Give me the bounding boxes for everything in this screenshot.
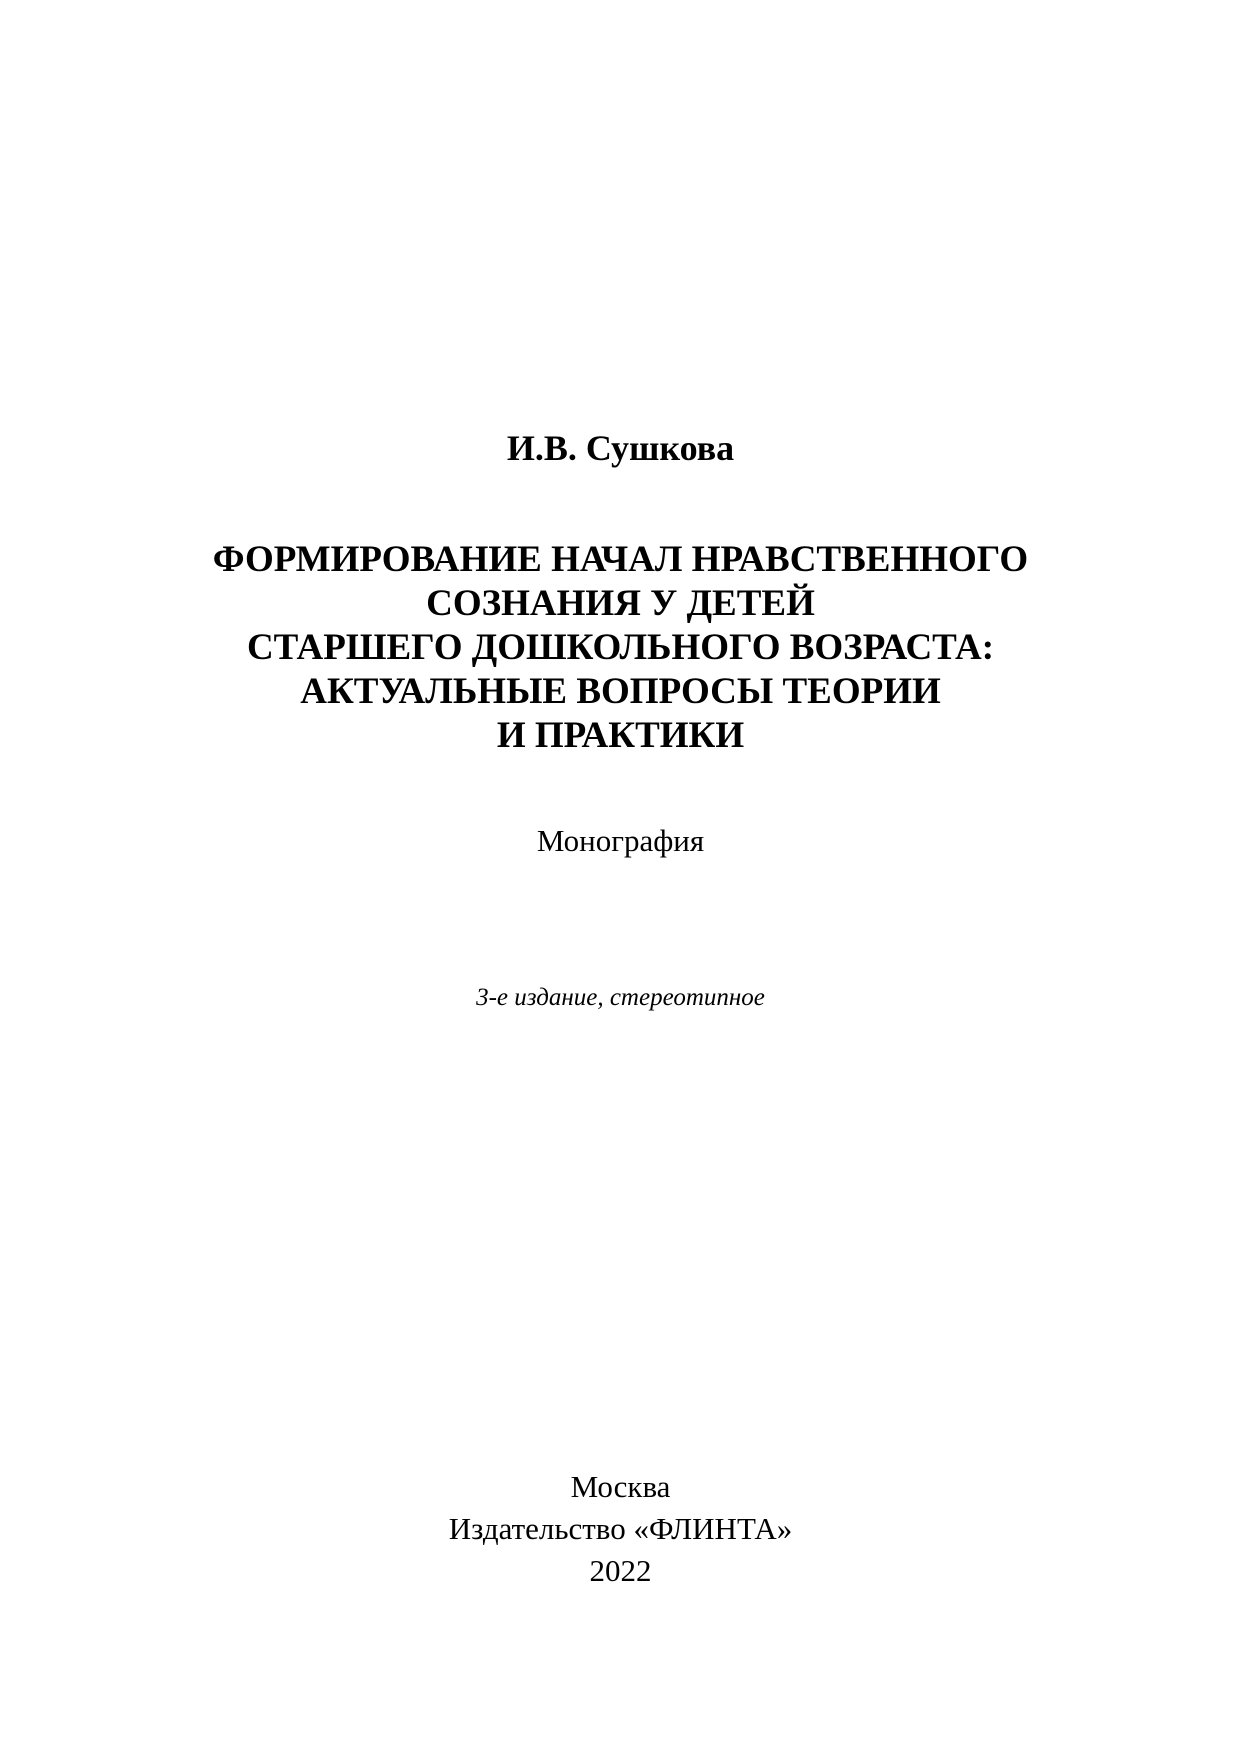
title-line-2: СОЗНАНИЯ У ДЕТЕЙ <box>426 583 815 624</box>
title-line-1: ФОРМИРОВАНИЕ НАЧАЛ НРАВСТВЕННОГО <box>212 539 1029 580</box>
imprint-year: 2022 <box>589 1553 652 1588</box>
genre-label: Монография <box>536 823 705 858</box>
author-name: И.В. Сушкова <box>506 428 735 468</box>
title-line-5: И ПРАКТИКИ <box>496 715 745 756</box>
title-line-4: АКТУАЛЬНЫЕ ВОПРОСЫ ТЕОРИИ <box>300 671 941 712</box>
imprint <box>0 1466 1241 1592</box>
edition-note: 3-е издание, стереотипное <box>476 984 765 1011</box>
book-title <box>0 538 1241 758</box>
imprint-publisher: Издательство «ФЛИНТА» <box>448 1511 793 1546</box>
title-line-3: СТАРШЕГО ДОШКОЛЬНОГО ВОЗРАСТА: <box>246 627 995 668</box>
imprint-city: Москва <box>570 1469 671 1504</box>
